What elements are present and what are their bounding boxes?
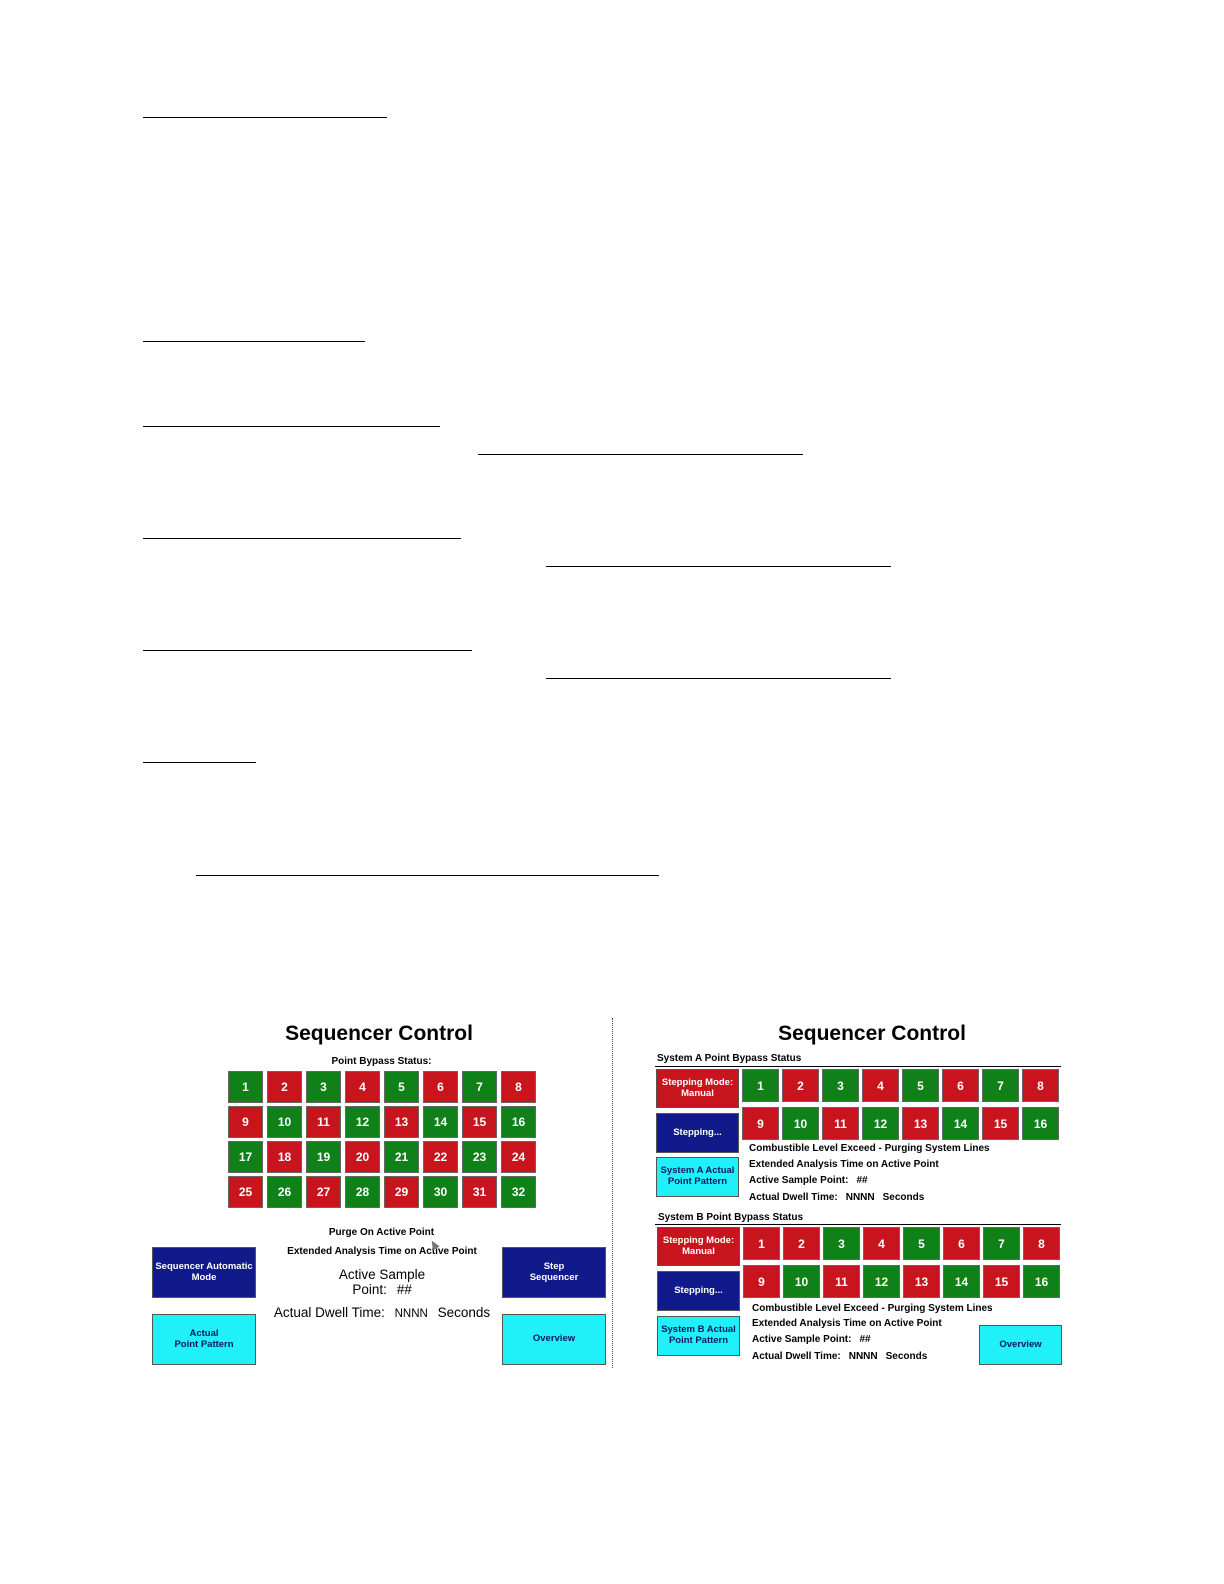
system-b-active-value: ## (859, 1334, 871, 1345)
system-a-combustible-status: Combustible Level Exceed - Purging System Lines (749, 1143, 990, 1154)
left-point-2[interactable]: 2 (267, 1071, 302, 1103)
system-a-point-6[interactable]: 6 (942, 1069, 979, 1102)
left-point-15[interactable]: 15 (462, 1106, 497, 1138)
system-a-point-5[interactable]: 5 (902, 1069, 939, 1102)
form-line-2 (143, 341, 365, 342)
active-point-label: Point: (352, 1282, 387, 1297)
system-a-point-3[interactable]: 3 (822, 1069, 859, 1102)
left-point-22[interactable]: 22 (423, 1141, 458, 1173)
form-line-4 (478, 454, 803, 455)
system-a-point-10[interactable]: 10 (782, 1107, 819, 1140)
system-b-dwell-unit: Seconds (885, 1351, 928, 1362)
left-point-32[interactable]: 32 (501, 1176, 536, 1208)
left-point-4[interactable]: 4 (345, 1071, 380, 1103)
system-b-point-12[interactable]: 12 (863, 1265, 900, 1298)
system-b-actual-pattern-button[interactable]: System B Actual Point Pattern (657, 1316, 740, 1356)
system-b-point-13[interactable]: 13 (903, 1265, 940, 1298)
point-bypass-label: Point Bypass Status: (331, 1056, 432, 1067)
system-b-point-8[interactable]: 8 (1023, 1227, 1060, 1260)
left-point-28[interactable]: 28 (345, 1176, 380, 1208)
system-b-dwell-value: NNNN (848, 1351, 878, 1362)
form-line-3 (143, 426, 440, 427)
system-b-bypass-label: System B Point Bypass Status (658, 1212, 804, 1223)
system-b-point-6[interactable]: 6 (943, 1227, 980, 1260)
system-a-point-8[interactable]: 8 (1022, 1069, 1059, 1102)
system-a-active-point-line (749, 1175, 868, 1186)
system-a-stepping-button[interactable]: Stepping... (656, 1113, 739, 1153)
system-b-point-3[interactable]: 3 (823, 1227, 860, 1260)
left-point-29[interactable]: 29 (384, 1176, 419, 1208)
system-a-point-2[interactable]: 2 (782, 1069, 819, 1102)
left-point-17[interactable]: 17 (228, 1141, 263, 1173)
left-point-3[interactable]: 3 (306, 1071, 341, 1103)
left-point-21[interactable]: 21 (384, 1141, 419, 1173)
system-a-point-12[interactable]: 12 (862, 1107, 899, 1140)
system-b-dwell-line (752, 1351, 927, 1362)
dwell-label: Actual Dwell Time: (273, 1305, 385, 1320)
left-point-20[interactable]: 20 (345, 1141, 380, 1173)
left-point-26[interactable]: 26 (267, 1176, 302, 1208)
active-sample-label: Active Sample (338, 1267, 426, 1282)
system-a-point-16[interactable]: 16 (1022, 1107, 1059, 1140)
system-a-bypass-label: System A Point Bypass Status (657, 1053, 802, 1064)
step-sequencer-button[interactable]: Step Sequencer (502, 1247, 606, 1298)
system-a-dwell-label: Actual Dwell Time: (749, 1192, 838, 1203)
left-point-6[interactable]: 6 (423, 1071, 458, 1103)
system-a-point-13[interactable]: 13 (902, 1107, 939, 1140)
system-a-point-15[interactable]: 15 (982, 1107, 1019, 1140)
system-b-point-14[interactable]: 14 (943, 1265, 980, 1298)
system-a-dwell-unit: Seconds (882, 1192, 925, 1203)
system-a-rule (655, 1066, 1061, 1067)
sequencer-automatic-mode-button[interactable]: Sequencer Automatic Mode (152, 1247, 256, 1298)
active-point-value: ## (396, 1282, 412, 1297)
system-b-point-7[interactable]: 7 (983, 1227, 1020, 1260)
left-point-9[interactable]: 9 (228, 1106, 263, 1138)
left-point-18[interactable]: 18 (267, 1141, 302, 1173)
right-overview-button[interactable]: Overview (979, 1325, 1062, 1365)
system-a-actual-pattern-button[interactable]: System A Actual Point Pattern (656, 1157, 739, 1197)
active-point-line (282, 1282, 482, 1297)
left-point-13[interactable]: 13 (384, 1106, 419, 1138)
system-a-point-14[interactable]: 14 (942, 1107, 979, 1140)
system-a-stepping-mode-button[interactable]: Stepping Mode: Manual (656, 1069, 739, 1108)
system-b-combustible-status: Combustible Level Exceed - Purging System Lines (752, 1303, 993, 1314)
left-point-11[interactable]: 11 (306, 1106, 341, 1138)
dwell-line (262, 1305, 502, 1320)
extended-analysis-status: Extended Analysis Time on Active Point (287, 1246, 477, 1257)
system-a-dwell-value: NNNN (845, 1192, 875, 1203)
left-point-10[interactable]: 10 (267, 1106, 302, 1138)
system-a-point-4[interactable]: 4 (862, 1069, 899, 1102)
left-point-30[interactable]: 30 (423, 1176, 458, 1208)
left-point-7[interactable]: 7 (462, 1071, 497, 1103)
system-a-active-value: ## (856, 1175, 868, 1186)
system-b-point-5[interactable]: 5 (903, 1227, 940, 1260)
system-a-point-11[interactable]: 11 (822, 1107, 859, 1140)
system-b-point-grid (743, 1227, 1060, 1298)
system-b-active-point-line (752, 1334, 871, 1345)
left-point-25[interactable]: 25 (228, 1176, 263, 1208)
left-point-24[interactable]: 24 (501, 1141, 536, 1173)
system-b-point-10[interactable]: 10 (783, 1265, 820, 1298)
left-point-5[interactable]: 5 (384, 1071, 419, 1103)
form-line-7 (143, 650, 472, 651)
left-point-8[interactable]: 8 (501, 1071, 536, 1103)
system-b-stepping-mode-button[interactable]: Stepping Mode: Manual (657, 1227, 740, 1266)
point-bypass-grid (228, 1071, 536, 1208)
actual-point-pattern-button[interactable]: Actual Point Pattern (152, 1314, 256, 1365)
purge-status: Purge On Active Point (328, 1227, 435, 1238)
left-point-23[interactable]: 23 (462, 1141, 497, 1173)
system-a-active-label: Active Sample Point: (749, 1175, 849, 1186)
left-point-19[interactable]: 19 (306, 1141, 341, 1173)
left-point-16[interactable]: 16 (501, 1106, 536, 1138)
system-b-active-label: Active Sample Point: (752, 1334, 852, 1345)
system-a-point-7[interactable]: 7 (982, 1069, 1019, 1102)
dwell-unit: Seconds (437, 1305, 491, 1320)
overview-button[interactable]: Overview (502, 1314, 606, 1365)
system-b-point-16[interactable]: 16 (1023, 1265, 1060, 1298)
form-line-1 (143, 117, 387, 118)
system-b-point-1[interactable]: 1 (743, 1227, 780, 1260)
panel-divider (612, 1018, 613, 1368)
dwell-value: NNNN (394, 1308, 428, 1320)
system-b-rule (655, 1224, 1061, 1225)
left-point-12[interactable]: 12 (345, 1106, 380, 1138)
right-panel-title: Sequencer Control (778, 1022, 966, 1045)
system-a-extended-status: Extended Analysis Time on Active Point (749, 1159, 939, 1170)
system-b-point-4[interactable]: 4 (863, 1227, 900, 1260)
system-b-stepping-button[interactable]: Stepping... (657, 1271, 740, 1311)
system-a-point-1[interactable]: 1 (742, 1069, 779, 1102)
left-panel-title: Sequencer Control (285, 1022, 473, 1045)
left-point-1[interactable]: 1 (228, 1071, 263, 1103)
left-point-14[interactable]: 14 (423, 1106, 458, 1138)
form-line-5 (143, 538, 461, 539)
system-a-dwell-line (749, 1192, 924, 1203)
system-a-point-9[interactable]: 9 (742, 1107, 779, 1140)
system-b-dwell-label: Actual Dwell Time: (752, 1351, 841, 1362)
form-line-9 (143, 762, 256, 763)
system-b-point-9[interactable]: 9 (743, 1265, 780, 1298)
left-point-31[interactable]: 31 (462, 1176, 497, 1208)
system-b-extended-status: Extended Analysis Time on Active Point (752, 1318, 942, 1329)
system-b-point-11[interactable]: 11 (823, 1265, 860, 1298)
form-line-6 (546, 566, 891, 567)
left-point-27[interactable]: 27 (306, 1176, 341, 1208)
system-a-point-grid (742, 1069, 1059, 1140)
form-line-8 (546, 678, 891, 679)
form-line-10 (196, 875, 659, 876)
system-b-point-15[interactable]: 15 (983, 1265, 1020, 1298)
system-b-point-2[interactable]: 2 (783, 1227, 820, 1260)
